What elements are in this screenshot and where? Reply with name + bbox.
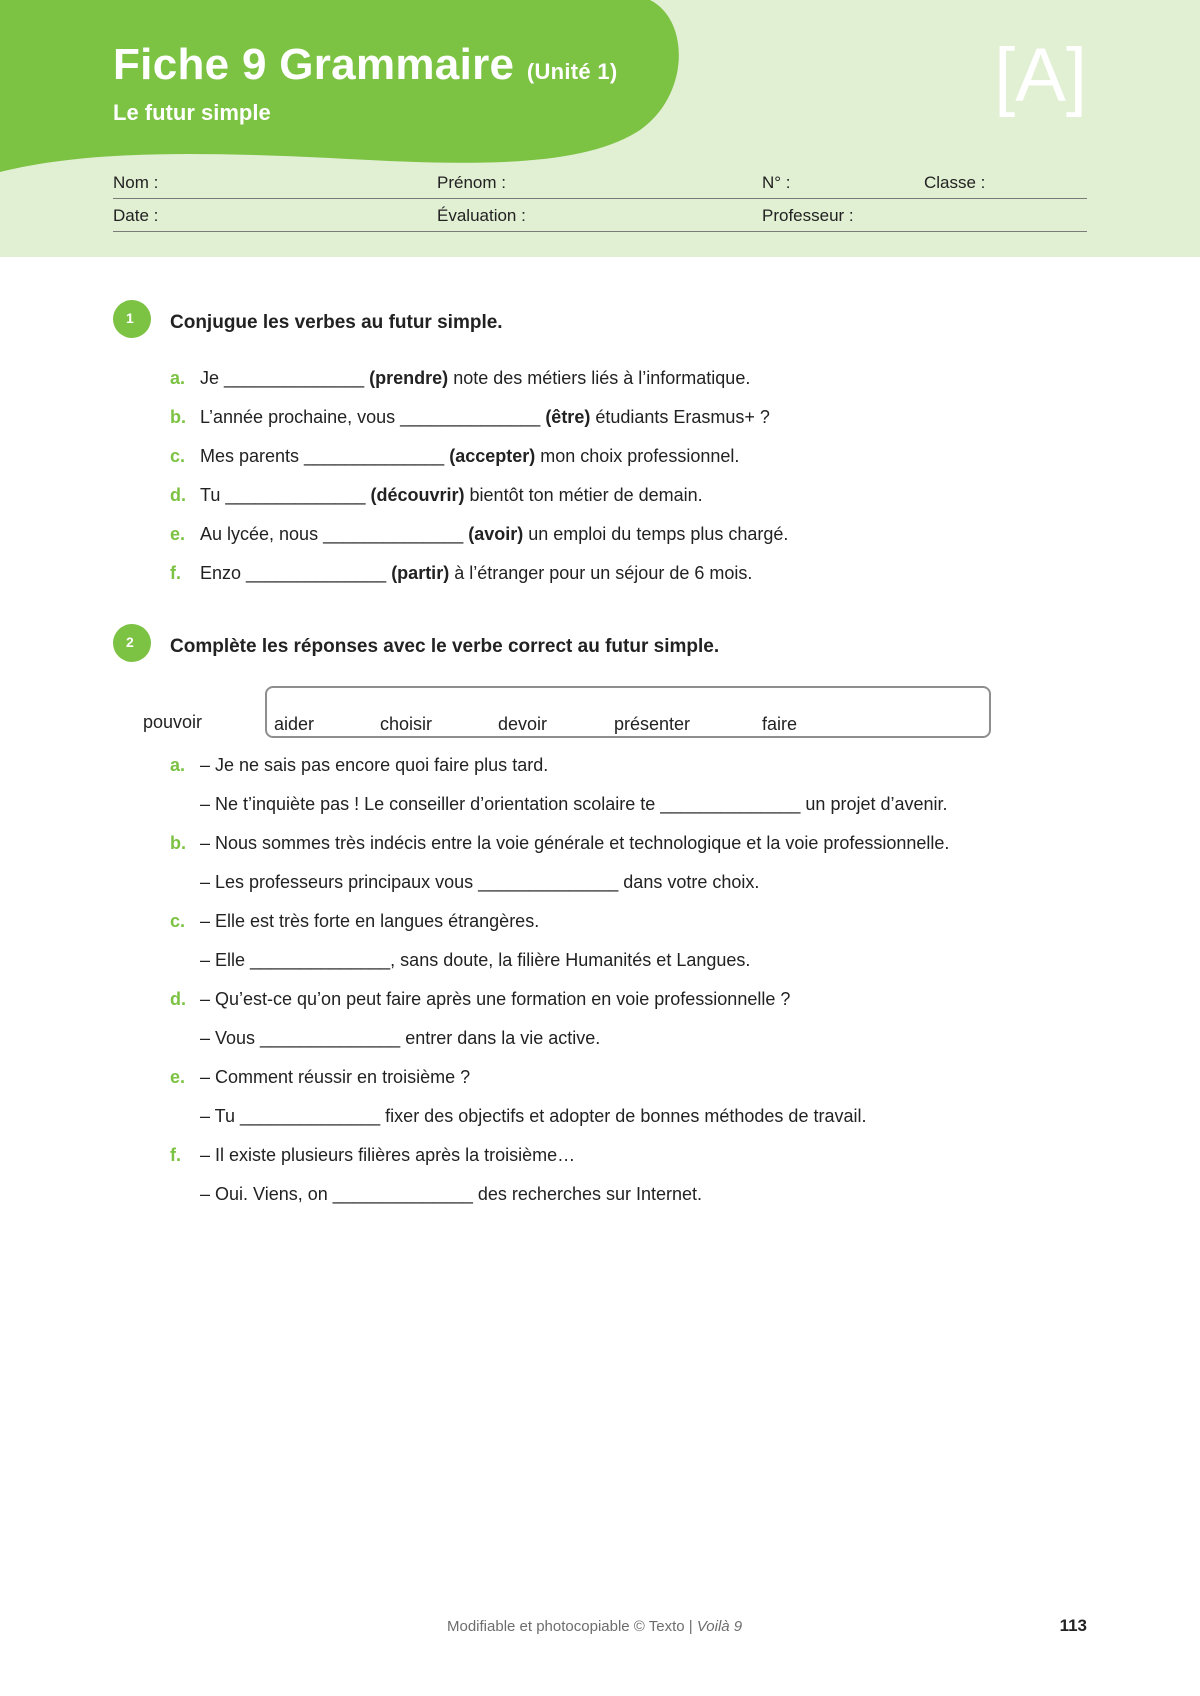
page-number: 113 (1059, 1616, 1087, 1635)
exercise-1-heading (113, 300, 1093, 340)
item-question: – Comment réussir en troisième ? (200, 1067, 471, 1087)
item-text-after: bientôt ton métier de demain. (464, 485, 703, 505)
item-letter: f. (170, 563, 181, 583)
exercise-2-item-d-question (170, 989, 790, 1010)
item-verb: (prendre) (369, 368, 449, 388)
item-text-before[interactable]: Au lycée, nous ______________ (200, 524, 469, 544)
exercise-1-item-d (170, 485, 703, 506)
item-text-after: note des métiers liés à l’informatique. (448, 368, 751, 388)
item-question: – Il existe plusieurs filières après la troisième… (200, 1145, 576, 1165)
exercise-2-item-b-question (170, 833, 949, 854)
exercise-1-item-e (170, 524, 788, 545)
item-letter: a. (170, 368, 186, 388)
word-bank-word-aider: aider (274, 714, 315, 734)
item-text-before[interactable]: Je ______________ (200, 368, 370, 388)
exercise-2-item-f-question (170, 1145, 575, 1166)
exercise-2-item-c-question (170, 911, 539, 932)
footer-book-title: Voilà 9 (696, 1618, 743, 1635)
item-letter: e. (170, 1067, 186, 1087)
item-letter: b. (170, 407, 186, 427)
unit-label: (Unité 1) (526, 59, 618, 84)
exercise-2-item-e-answer[interactable]: – Tu ______________ fixer des objectifs et adopter de bonnes méthodes de travail. (200, 1106, 867, 1126)
exercise-2-item-f-answer[interactable]: – Oui. Viens, on ______________ des recherches sur Internet. (200, 1184, 703, 1204)
item-letter: c. (170, 446, 186, 466)
exercise-2-item-e-question (170, 1067, 470, 1088)
item-text-after: un emploi du temps plus chargé. (523, 524, 789, 544)
footer-copyright (447, 1618, 742, 1635)
item-verb: (être) (545, 407, 591, 427)
exercise-number: 2 (126, 634, 134, 650)
numero-field[interactable]: N° : (762, 173, 791, 192)
item-letter: d. (170, 485, 186, 505)
exercise-number: 1 (126, 310, 134, 326)
item-text-before[interactable]: Tu ______________ (200, 485, 371, 505)
item-verb: (avoir) (468, 524, 524, 544)
word-bank-word-pouvoir: pouvoir (143, 712, 203, 732)
item-letter: a. (170, 755, 186, 775)
exercise-2-item-a-question (170, 755, 548, 776)
word-bank-word-presenter: présenter (614, 714, 691, 734)
item-text-before[interactable]: Enzo ______________ (200, 563, 392, 583)
item-letter: d. (170, 989, 186, 1009)
word-bank-word-faire: faire (762, 714, 798, 734)
header-green-shape (0, 0, 720, 185)
item-letter: b. (170, 833, 186, 853)
item-text-after: à l’étranger pour un séjour de 6 mois. (449, 563, 753, 583)
item-letter: f. (170, 1145, 181, 1165)
item-text-after: mon choix professionnel. (535, 446, 740, 466)
item-text-before[interactable]: L’année prochaine, vous ______________ (200, 407, 546, 427)
item-question: – Je ne sais pas encore quoi faire plus tard. (200, 755, 549, 775)
nom-field[interactable]: Nom : (113, 173, 159, 192)
prenom-field[interactable]: Prénom : (437, 173, 506, 192)
word-bank-word-devoir: devoir (498, 714, 548, 734)
identity-row-2 (113, 199, 1087, 232)
exercise-2-heading (113, 624, 1093, 664)
exercise-1-item-c (170, 446, 739, 467)
title-text: Fiche 9 Grammaire (113, 40, 515, 89)
footer-text: Modifiable et photocopiable © Texto | (447, 1618, 697, 1635)
item-verb: (accepter) (449, 446, 536, 466)
item-question: – Qu’est-ce qu’on peut faire après une formation en voie professionnelle ? (200, 989, 791, 1009)
page-subtitle: Le futur simple (113, 100, 271, 125)
item-question: – Nous sommes très indécis entre la voie générale et technologique et la voie professionnelle. (200, 833, 950, 853)
professeur-field[interactable]: Professeur : (762, 206, 854, 225)
item-text-after: étudiants Erasmus+ ? (590, 407, 770, 427)
exercise-1-item-f (170, 563, 752, 584)
exercise-instruction: Complète les réponses avec le verbe correct au futur simple. (170, 636, 720, 657)
identity-row-1 (113, 166, 1087, 199)
item-verb: (découvrir) (370, 485, 465, 505)
exercise-2-item-d-answer[interactable]: – Vous ______________ entrer dans la vie active. (200, 1028, 601, 1048)
exercise-1-item-a (170, 368, 750, 389)
evaluation-field[interactable]: Évaluation : (437, 206, 526, 225)
exercise-2-item-b-answer[interactable]: – Les professeurs principaux vous ______________ dans votre choix. (200, 872, 760, 892)
level-tag: [A] (994, 33, 1087, 118)
exercise-2-item-c-answer[interactable]: – Elle ______________, sans doute, la filière Humanités et Langues. (200, 950, 751, 970)
page-title (113, 40, 618, 90)
item-text-before[interactable]: Mes parents ______________ (200, 446, 450, 466)
item-verb: (partir) (391, 563, 450, 583)
item-letter: e. (170, 524, 186, 544)
item-question: – Elle est très forte en langues étrangères. (200, 911, 540, 931)
word-bank-box (265, 686, 991, 738)
exercise-2-item-a-answer[interactable]: – Ne t’inquiète pas ! Le conseiller d’orientation scolaire te ______________ un projet d’avenir. (200, 794, 948, 814)
date-field[interactable]: Date : (113, 206, 159, 225)
classe-field[interactable]: Classe : (924, 173, 986, 192)
item-letter: c. (170, 911, 186, 931)
word-bank-word-choisir: choisir (380, 714, 433, 734)
exercise-1-item-b (170, 407, 770, 428)
exercise-instruction: Conjugue les verbes au futur simple. (170, 312, 503, 333)
